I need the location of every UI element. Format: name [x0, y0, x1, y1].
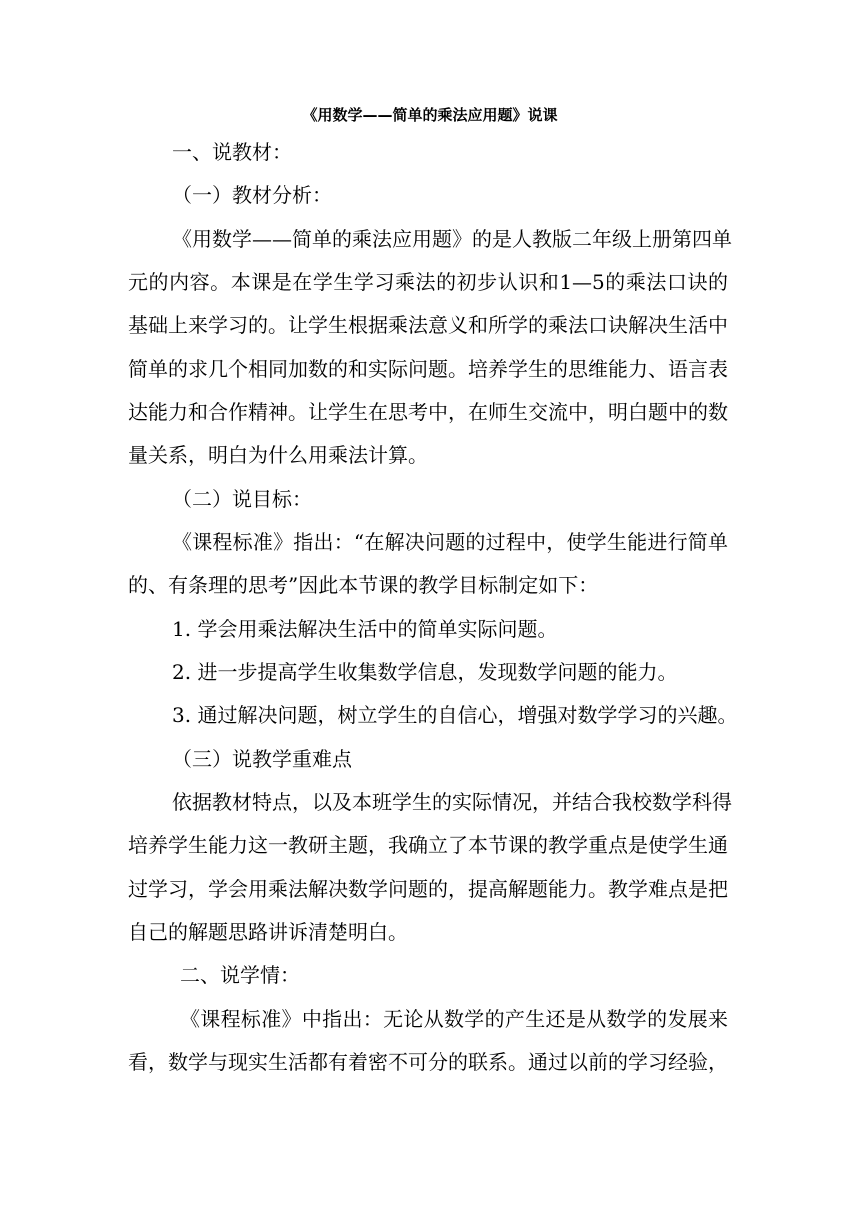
subsection-heading-key-points: （三）说教学重难点	[172, 747, 352, 771]
section-heading-students: 二、说学情：	[180, 963, 300, 987]
paragraph-line: 的、有条理的思考”因此本节课的教学目标制定如下：	[128, 573, 599, 597]
paragraph-line: 自己的解题思路讲诉清楚明白。	[128, 920, 408, 944]
paragraph-line: 依据教材特点，以及本班学生的实际情况，并结合我校数学科得	[172, 790, 732, 814]
subsection-heading-goals: （二）说目标：	[172, 487, 312, 511]
paragraph-line: 简单的求几个相同加数的和实际问题。培养学生的思维能力、语言表	[128, 357, 728, 381]
paragraph-line: 达能力和合作精神。让学生在思考中，在师生交流中，明白题中的数	[128, 400, 728, 424]
document-title: 《用数学——简单的乘法应用题》说课	[302, 106, 558, 124]
paragraph-line: 元的内容。本课是在学生学习乘法的初步认识和1—5的乘法口诀的	[128, 270, 728, 294]
paragraph-line: 过学习，学会用乘法解决数学问题的，提高解题能力。教学难点是把	[128, 877, 728, 901]
subsection-heading-analysis: （一）教材分析：	[172, 183, 332, 207]
paragraph-line: 《用数学——简单的乘法应用题》的是人教版二年级上册第四单	[172, 227, 732, 251]
paragraph-line: 《课程标准》中指出：无论从数学的产生还是从数学的发展来	[180, 1007, 728, 1031]
goal-item-2: 2. 进一步提高学生收集数学信息，发现数学问题的能力。	[172, 660, 678, 684]
goal-item-1: 1. 学会用乘法解决生活中的简单实际问题。	[172, 617, 558, 641]
paragraph-line: 看，数学与现实生活都有着密不可分的联系。通过以前的学习经验，	[128, 1050, 728, 1074]
paragraph-line: 《课程标准》指出：“在解决问题的过程中，使学生能进行简单	[172, 530, 728, 554]
paragraph-line: 基础上来学习的。让学生根据乘法意义和所学的乘法口诀解决生活中	[128, 313, 728, 337]
paragraph-line: 量关系，明白为什么用乘法计算。	[128, 443, 428, 467]
section-heading-textbook: 一、说教材：	[172, 140, 292, 164]
goal-item-3: 3. 通过解决问题，树立学生的自信心，增强对数学学习的兴趣。	[172, 703, 738, 727]
paragraph-line: 培养学生能力这一教研主题，我确立了本节课的教学重点是使学生通	[128, 833, 728, 857]
